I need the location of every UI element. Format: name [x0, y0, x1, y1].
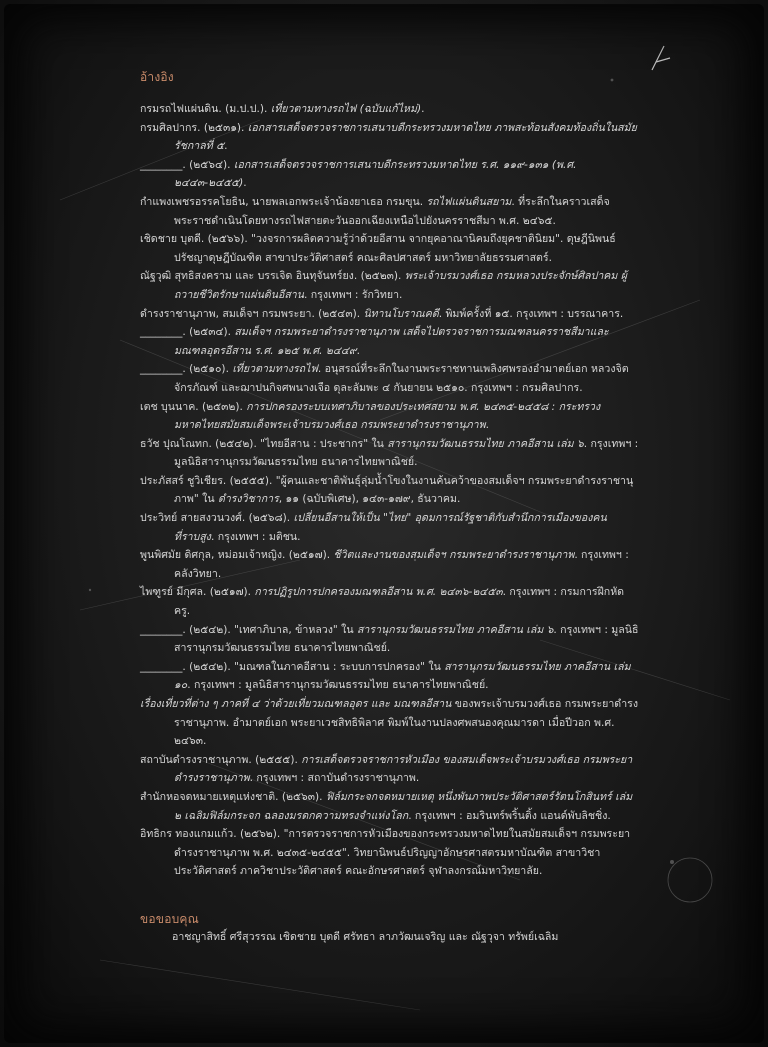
reference-text: ของพระเจ้าบรมวงศ์เธอ กรมพระยาดำรงราชานุภาพ. อำมาตย์เอก พระยาเวชสิทธิพิลาศ พิมพ์ในงานปลงศพสนองคุณมารดา เมื่อปีวอก พ.ศ. ๒๔๖๓.	[174, 698, 639, 748]
reference-entry	[140, 621, 640, 658]
reference-text: .	[485, 419, 489, 432]
reference-entry	[140, 509, 640, 546]
reference-title: การปกครองระบบเทศาภิบาลของประเทศสยาม พ.ศ. ๒๔๓๕-๒๔๕๘ : กระทรวงมหาดไทยสมัยสมเด็จพระเจ้าบรมวงศ์เธอ กรมพระยาดำรงราชานุภาพ	[174, 400, 601, 432]
reference-entry	[140, 323, 640, 360]
reference-title: การปฏิรูปการปกครองมณฑลอีสาน พ.ศ. ๒๔๓๖-๒๔๕๓	[254, 586, 503, 599]
reference-text: กรมรถไฟแผ่นดิน. (ม.ป.ป.).	[140, 103, 271, 115]
reference-text: .	[224, 140, 228, 153]
reference-entry	[140, 267, 640, 304]
reference-title: ดำรงวิชาการ	[217, 493, 279, 506]
reference-entry	[140, 695, 640, 751]
reference-text: กำแพงเพชรอรรคโยธิน, นายพลเอกพระเจ้าน้องยาเธอ กรมขุน.	[140, 195, 427, 208]
reference-entry	[140, 156, 640, 193]
reference-text: . กรุงเทพฯ : คลังวิทยา.	[174, 549, 629, 580]
reference-entry	[140, 825, 640, 881]
reference-text: เชิดชาย บุตดี. (๒๕๖๖). "วงจรการผลิตความรู้ว่าด้วยอีสาน จากยุคอาณานิคมถึงยุคชาตินิยม". ดุษฎีนิพนธ์ปรัชญาดุษฎีบัณฑิต สาขาประวัติศาสตร์ คณะศิลปศาสตร์ มหาวิทยาลัยธรรมศาสตร์.	[140, 233, 616, 264]
reference-title: ชีวิตและงานของสมเด็จฯ กรมพระยาดำรงราชานุภาพ	[333, 549, 575, 562]
reference-text: . กรุงเทพฯ : กรมการฝึกหัดครู.	[174, 586, 625, 618]
reference-text: พูนพิศมัย ดิศกุล, หม่อมเจ้าหญิง. (๒๕๑๗).	[140, 549, 334, 562]
reference-title: พระเจ้าบรมวงศ์เธอ กรมหลวงประจักษ์ศิลปาคม ผู้ถวายชีวิตรักษาแผ่นดินอีสาน	[174, 270, 627, 301]
reference-entry	[140, 546, 640, 583]
reference-text: .	[243, 177, 247, 190]
reference-title: เอกสารเสด็จตรวจราชการเสนาบดีกระทรวงมหาดไทย ภาพสะท้อนสังคมท้องถิ่นในสมัยรัชกาลที่ ๕	[174, 121, 637, 153]
reference-entry	[140, 230, 640, 267]
reference-text: . กรุงเทพฯ : มติชน.	[211, 530, 301, 543]
reference-text: สถาบันดำรงราชานุภาพ. (๒๕๕๕).	[140, 753, 302, 766]
reference-text: . กรุงเทพฯ : อมรินทร์พริ้นติ้ง แอนด์พับลิชชิ่ง.	[408, 809, 611, 822]
reference-title: เที่ยวตามทางรถไฟ (ฉบับแก้ไหม่)	[270, 103, 422, 115]
acknowledgements-text: อาชญาสิทธิ์ ศรีสุวรรณ เชิดชาย บุตดี ศรัทธา ลาภวัฒนเจริญ และ ณัฐวุจา ทรัพย์เฉลิม	[172, 931, 559, 943]
reference-text: . ที่ระลึกในคราวเสด็จพระราชดำเนินโดยทางรถไฟสายตะวันออกเฉียงเหนือไปยังนครราชสีมา พ.ศ. ๒๔๖๕.	[174, 195, 610, 227]
reference-entry	[140, 100, 640, 119]
reference-text: . กรุงเทพฯ : มูลนิธิสารานุกรมวัฒนธรรมไทย ธนาคารไทยพาณิชย์.	[174, 437, 639, 469]
reference-text: ________. (๒๕๑๐).	[140, 363, 233, 376]
reference-entry	[140, 305, 640, 324]
reference-title: เที่ยวตามทางรถไฟ	[232, 363, 318, 376]
reference-entry	[140, 788, 640, 825]
reference-text: . พิมพ์ครั้งที่ ๑๕. กรุงเทพฯ : บรรณาคาร.	[438, 307, 624, 320]
reference-text: ________. (๒๕๔๒). "มณฑลในภาคอีสาน : ระบบการปกครอง" ใน	[140, 660, 445, 673]
reference-text: ไพฑูรย์ มีกุศล. (๒๕๑๗).	[140, 586, 255, 599]
reference-title: รถไฟแผ่นดินสยาม	[426, 195, 512, 208]
reference-title: เปลี่ยนอีสานให้เป็น "ไทย" อุดมการณ์รัฐชาติกับสำนึกการเมืองของคนที่ราบสูง	[174, 512, 607, 543]
reference-text: ________. (๒๕๖๔).	[140, 158, 234, 171]
reference-entry	[140, 398, 640, 435]
reference-list	[140, 100, 640, 881]
reference-text: เตช บุนนาค. (๒๕๓๒).	[140, 400, 247, 413]
reference-text: สำนักหอจดหมายเหตุแห่งชาติ. (๒๕๖๓).	[140, 790, 326, 803]
reference-text: .	[421, 103, 425, 115]
reference-text: ประวิทย์ สายสงวนวงศ์. (๒๕๖๘).	[140, 512, 294, 525]
reference-entry	[140, 360, 640, 397]
reference-entry	[140, 435, 640, 472]
reference-title: การเสด็จตรวจราชการหัวเมือง ของสมเด็จพระเจ้าบรมวงศ์เธอ กรมพระยาดำรงราชานุภาพ	[174, 753, 633, 785]
reference-text: . กรุงเทพฯ : มูลนิธิสารานุกรมวัฒนธรรมไทย ธนาคารไทยพาณิชย์.	[187, 679, 489, 692]
reference-entry	[140, 583, 640, 620]
reference-text: .	[356, 344, 360, 357]
reference-text: ________. (๒๕๓๔).	[140, 326, 235, 339]
reference-text: . อนุสรณ์ที่ระลึกในงานพระราชทานเพลิงศพรองอำมาตย์เอก หลวงจิตจักรภัณฑ์ และฌาปนกิจศพนางเจือ ดุละลัมพะ ๔ กันยายน ๒๕๑๐. กรุงเทพฯ : กรมศิลปากร.	[174, 363, 629, 394]
acknowledgements-heading: ขอขอบคุณ	[140, 912, 199, 926]
reference-title: สารานุกรมวัฒนธรรมไทย ภาคอีสาน เล่ม ๑๐	[174, 660, 631, 692]
reference-entry	[140, 751, 640, 788]
reference-text: . กรุงเทพฯ : มูลนิธิสารานุกรมวัฒนธรรมไทย ธนาคารไทยพาณิชย์.	[174, 623, 639, 655]
reference-title: เอกสารเสด็จตรวจราชการเสนาบดีกระทรวงมหาดไทย ร.ศ. ๑๑๙-๑๓๑ (พ.ศ. ๒๔๔๓-๒๔๕๕)	[174, 158, 577, 190]
reference-text: . กรุงเทพฯ : สถาบันดำรงราชานุภาพ.	[249, 772, 420, 785]
reference-text: , ๑๑ (ฉบับพิเศษ), ๑๔๓-๑๗๙, ธันวาคม.	[278, 493, 461, 506]
reference-text: ประภัสสร์ ชูวิเชียร. (๒๕๕๕). "ผู้คนและชาติพันธุ์ลุ่มน้ำโขงในงานค้นคว้าของสมเด็จฯ กรมพระยาดำรงราชานุภาพ" ใน	[140, 474, 634, 506]
reference-title: เรื่องเที่ยวที่ต่าง ๆ ภาคที่ ๔ ว่าด้วยเที่ยวมณฑลอุดร และ มณฑลอีสาน	[140, 698, 452, 710]
reference-entry	[140, 193, 640, 230]
reference-text: กรมศิลปากร. (๒๕๓๑).	[140, 121, 248, 134]
reference-text: ณัฐวุฒิ สุทธิสงคราม และ บรรเจิด อินทุจันทร์ยง. (๒๕๒๓).	[140, 270, 405, 283]
reference-text: . กรุงเทพฯ : รักวิทยา.	[304, 288, 403, 301]
reference-title: ฟิล์มกระจกจดหมายเหตุ หนึ่งพันภาพประวัติศาสตร์รัตนโกสินทร์ เล่ม ๒ เฉลิมฟิล์มกระจก ฉลองมรดกความทรงจำแห่งโลก	[174, 790, 633, 822]
reference-text: ธวัช ปุณโณทก. (๒๕๔๒). "ไทยอีสาน : ประชากร" ใน	[140, 437, 388, 450]
references-heading: อ้างอิง	[140, 70, 174, 84]
reference-entry	[140, 119, 640, 156]
reference-text: อิทธิกร ทองแกมแก้ว. (๒๕๖๒). "การตรวจราชการหัวเมืองของกระทรวงมหาดไทยในสมัยสมเด็จฯ กรมพระยาดำรงราชานุภาพ พ.ศ. ๒๔๓๕-๒๔๕๕". วิทยานิพนธ์ปริญญาอักษรศาสตรมหาบัณฑิต สาขาวิชาประวัติศาสตร์ ภาควิชาประวัติศาสตร์ คณะอักษรศาสตร์ จุฬาลงกรณ์มหาวิทยาลัย.	[140, 828, 631, 878]
reference-entry	[140, 472, 640, 509]
reference-title: สารานุกรมวัฒนธรรมไทย ภาคอีสาน เล่ม ๖	[387, 437, 584, 450]
reference-text: ________. (๒๕๔๒). "เทศาภิบาล, ข้าหลวง" ใน	[140, 623, 357, 636]
reference-title: นิทานโบราณคดี	[363, 307, 439, 320]
reference-title: สมเด็จฯ กรมพระยาดำรงราชานุภาพ เสด็จไปตรวจราชการมณฑลนครราชสีมาและมณฑลอุดรอีสาน ร.ศ. ๑๒๕ พ.ศ. ๒๔๔๙	[174, 326, 609, 357]
reference-text: ดำรงราชานุภาพ, สมเด็จฯ กรมพระยา. (๒๕๔๓).	[140, 307, 364, 320]
reference-title: สารานุกรมวัฒนธรรมไทย ภาคอีสาน เล่ม ๖	[356, 623, 554, 636]
reference-entry	[140, 658, 640, 695]
